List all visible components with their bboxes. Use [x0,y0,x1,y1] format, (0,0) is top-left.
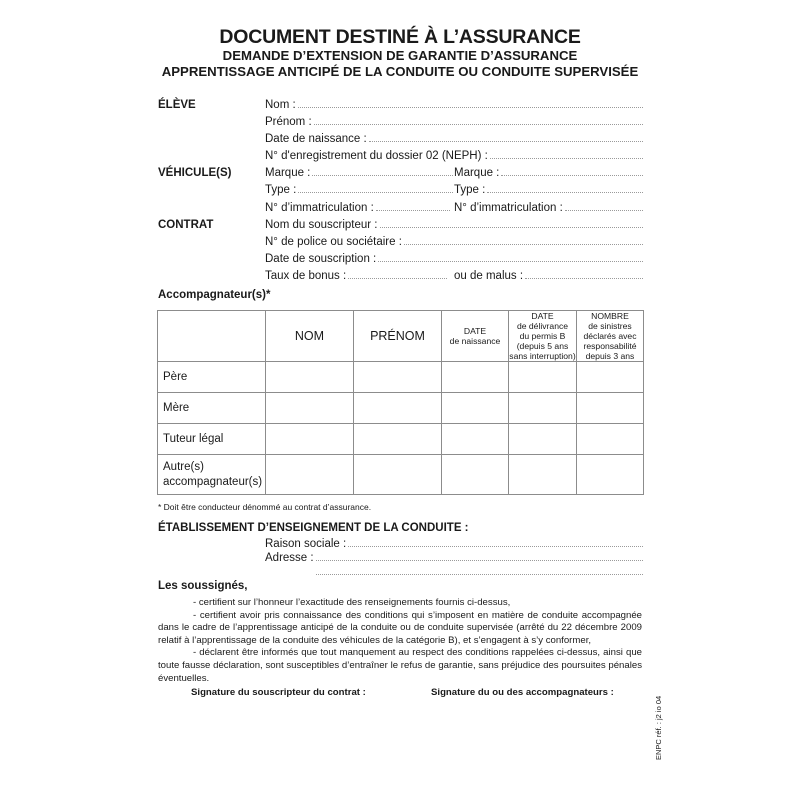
field-date-naissance[interactable] [265,133,643,145]
document-title: DOCUMENT DESTINÉ À L’ASSURANCE [219,26,581,48]
row-label-mere: Mère [158,393,266,424]
document-subtitle-2: APPRENTISSAGE ANTICIPÉ DE LA CONDUITE OU CONDUITE SUPERVISÉE [161,64,639,79]
row-label-pere: Père [158,362,266,393]
field-prenom-line[interactable] [314,124,643,125]
declaration-heading: Les soussignés, [158,580,248,592]
field-type-1-label: Type : [265,184,297,196]
field-date-souscription[interactable] [265,253,643,265]
field-neph-label: N° d'enregistrement du dossier 02 (NEPH) : [265,150,488,162]
cell-mere-date-permis[interactable] [509,393,577,424]
field-prenom-label: Prénom : [265,116,312,128]
field-nom-label: Nom : [265,99,296,111]
field-prenom[interactable] [265,116,643,128]
accompagnateur-note: * Doit être conducteur dénommé au contrat d’assurance. [158,502,372,512]
declaration-item-3 [158,647,642,685]
header-date-permis-l5: sans interruption) [509,351,576,361]
table-row-pere [158,362,644,393]
table-header-row [158,311,644,362]
cell-mere-sinistres[interactable] [577,393,644,424]
cell-tuteur-prenom[interactable] [354,424,442,455]
cell-autres-date-naissance[interactable] [442,455,509,495]
document-subtitle-1: DEMANDE D’EXTENSION DE GARANTIE D’ASSURANCE [222,48,578,63]
declaration-item-2-text: - certifient avoir pris connaissance des conditions qui s’imposent en matière de conduite accompagnée dans le cadre de l’apprentissage anticipé de la conduite ou de conduite supervisée (arrêté du 22 décembre 2009 relatif à l’apprentissage de la conduite des véhicules de la catégorie B), et s’engagent à s’y conformer, [158,609,642,646]
field-type-1-line[interactable] [298,192,453,193]
signature-accompagnateurs-area[interactable] [431,705,631,765]
field-type-2[interactable] [454,184,643,196]
field-marque-1-label: Marque : [265,167,311,179]
cell-mere-prenom[interactable] [354,393,442,424]
field-police-line[interactable] [404,244,643,245]
cell-tuteur-sinistres[interactable] [577,424,644,455]
cell-autres-nom[interactable] [266,455,354,495]
field-police-label: N° de police ou sociétaire : [265,236,402,248]
section-eleve: ÉLÈVE [158,99,196,111]
header-date-permis-l3: du permis B [519,331,566,341]
declaration-text [158,597,642,685]
field-date-souscription-line[interactable] [378,261,643,262]
field-marque-2[interactable] [454,167,643,179]
section-vehicules: VÉHICULE(S) [158,167,232,179]
declaration-item-1-text: - certifient sur l’honneur l’exactitude des renseignements fournis ci-dessus, [193,597,511,608]
field-adresse-line-2[interactable] [316,574,643,575]
signature-accompagnateurs-label: Signature du ou des accompagnateurs : [431,687,614,698]
field-date-naissance-label: Date de naissance : [265,133,367,145]
field-raison-sociale-line[interactable] [348,546,643,547]
field-malus-label: ou de malus : [454,270,524,282]
signature-souscripteur-area[interactable] [191,705,391,765]
declaration-item-2 [158,610,642,648]
declaration-item-1 [158,597,642,610]
field-marque-2-label: Marque : [454,167,500,179]
field-bonus[interactable] [265,270,447,282]
cell-mere-date-naissance[interactable] [442,393,509,424]
section-accompagnateurs: Accompagnateur(s)* [158,289,271,301]
field-type-2-label: Type : [454,184,486,196]
field-immat-2-label: N° d’immatriculation : [454,202,563,214]
field-souscripteur-line[interactable] [380,227,644,228]
field-immat-1-line[interactable] [376,210,450,211]
header-date-permis-l1: DATE [531,311,554,321]
table-row-autres [158,455,644,495]
cell-tuteur-date-naissance[interactable] [442,424,509,455]
field-raison-sociale-label: Raison sociale : [265,538,347,550]
field-malus[interactable] [454,270,643,282]
field-malus-line[interactable] [525,278,643,279]
cell-mere-nom[interactable] [266,393,354,424]
header-date-naissance-l2: de naissance [449,336,501,346]
header-sinistres-l4: responsabilité [583,341,637,351]
header-sinistres-l2: de sinistres [588,321,632,331]
section-contrat: CONTRAT [158,219,214,231]
field-souscripteur-label: Nom du souscripteur : [265,219,378,231]
cell-tuteur-nom[interactable] [266,424,354,455]
cell-tuteur-date-permis[interactable] [509,424,577,455]
cell-pere-sinistres[interactable] [577,362,644,393]
field-nom[interactable] [265,99,643,111]
field-type-2-line[interactable] [487,192,643,193]
field-adresse-label: Adresse : [265,552,314,564]
field-bonus-line[interactable] [348,278,447,279]
header-date-permis-l2: de délivrance [516,321,569,331]
header-nom: NOM [266,311,354,362]
header-date-permis [509,311,577,362]
table-row-tuteur [158,424,644,455]
field-bonus-label: Taux de bonus : [265,270,347,282]
field-date-naissance-line[interactable] [369,141,643,142]
cell-autres-sinistres[interactable] [577,455,644,495]
accompagnateurs-table [157,310,644,495]
signature-souscripteur-label: Signature du souscripteur du contrat : [191,687,366,698]
field-marque-1-line[interactable] [312,175,453,176]
field-neph-line[interactable] [490,158,643,159]
header-date-permis-l4: (depuis 5 ans [516,341,569,351]
field-marque-2-line[interactable] [501,175,643,176]
section-etablissement: ÉTABLISSEMENT D’ENSEIGNEMENT DE LA CONDUITE : [158,522,469,534]
row-label-tuteur: Tuteur légal [158,424,266,455]
header-sinistres [577,311,644,362]
table-row-mere [158,393,644,424]
header-sinistres-l5: depuis 3 ans [585,351,635,361]
cell-autres-prenom[interactable] [354,455,442,495]
field-adresse[interactable] [265,552,643,564]
field-raison-sociale[interactable] [265,538,643,550]
field-immat-2-line[interactable] [565,210,643,211]
field-date-souscription-label: Date de souscription : [265,253,377,265]
row-label-autres-l1: Autre(s) [163,460,204,473]
header-empty [158,311,266,362]
cell-pere-nom[interactable] [266,362,354,393]
header-date-naissance-l1: DATE [463,326,487,336]
cell-pere-date-naissance[interactable] [442,362,509,393]
cell-autres-date-permis[interactable] [509,455,577,495]
field-immat-2[interactable] [454,202,643,214]
header-sinistres-l3: déclarés avec [583,331,637,341]
field-type-1[interactable] [265,184,453,196]
header-sinistres-l1: NOMBRE [591,311,629,321]
field-nom-line[interactable] [298,107,643,108]
field-adresse-line[interactable] [316,560,643,561]
cell-pere-prenom[interactable] [354,362,442,393]
reference-code: ENPC réf. : j2 io 04 [654,695,663,760]
header-prenom: PRÉNOM [354,311,442,362]
field-immat-1-label: N° d’immatriculation : [265,202,374,214]
declaration-item-3-text: - déclarent être informés que tout manquement au respect des conditions rappelées ci-dessus, ainsi que toute fausse déclaration, sont susceptibles d’entraîner le refus de garantie, sans préjudice des poursuites pénales éventuelles. [158,647,642,684]
field-neph[interactable] [265,150,643,162]
cell-pere-date-permis[interactable] [509,362,577,393]
row-label-autres-l2: accompagnateur(s) [163,475,263,488]
header-date-naissance [442,311,509,362]
row-label-autres [158,455,266,495]
field-police[interactable] [265,236,643,248]
field-souscripteur[interactable] [265,219,643,231]
field-immat-1[interactable] [265,202,450,214]
field-marque-1[interactable] [265,167,453,179]
